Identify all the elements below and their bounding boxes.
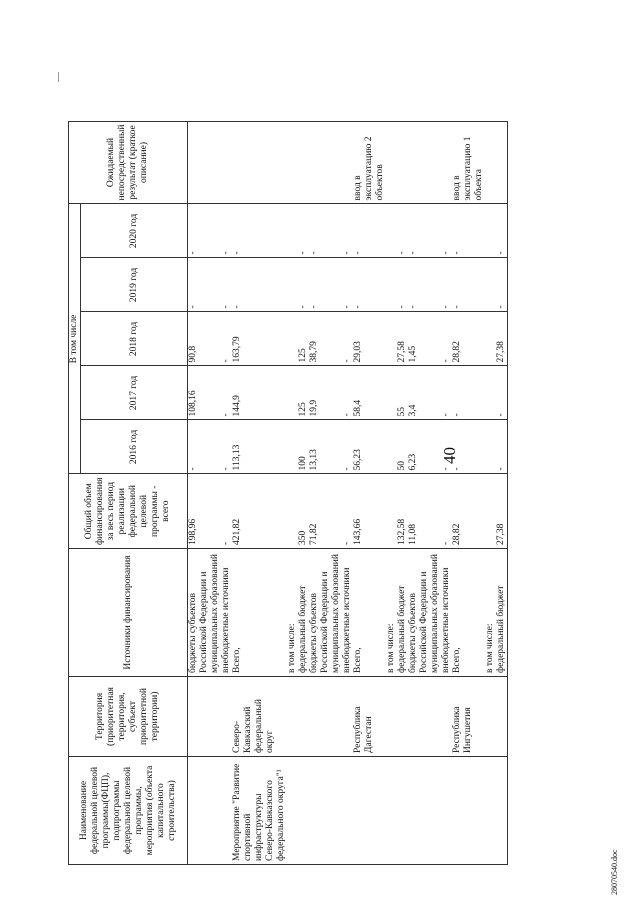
table-row (397, 121, 408, 864)
cell-territory (397, 677, 408, 757)
header-2017: 2017 год (81, 366, 188, 420)
cell-2018: 27,38 (496, 312, 508, 366)
cell-total: 421,82 (232, 474, 287, 549)
cell-program (188, 757, 222, 865)
cell-2018: 28,82 (452, 312, 485, 366)
cell-2018: - (221, 312, 232, 366)
cell-source: внебюджетные источники (342, 549, 353, 677)
cell-result (342, 121, 353, 204)
table-row (441, 121, 452, 864)
cell-result (287, 121, 298, 204)
cell-total: 143,66 (353, 474, 386, 549)
cell-2017: 125 (298, 366, 309, 420)
cell-program (496, 757, 508, 865)
header-program: Наименование федеральной целевой программы(ФЦП), подпрограммы федеральной целевой программы, мероприятия (объекта капитального строительства) (69, 757, 188, 865)
cell-2019: - (408, 258, 441, 312)
cell-2019: - (309, 258, 342, 312)
cell-total: - (441, 474, 452, 549)
cell-source: бюджеты субъектов Российской Федерации и муниципальных образований (188, 549, 222, 677)
header-2019: 2019 год (81, 258, 188, 312)
cell-source: бюджеты субъектов Российской Федерации и муниципальных образований (309, 549, 342, 677)
cell-total (386, 474, 397, 549)
cell-source: федеральный бюджет (496, 549, 508, 677)
cell-2019 (485, 258, 496, 312)
table-body (188, 121, 508, 864)
cell-2020: - (298, 204, 309, 258)
cell-program (452, 757, 485, 865)
cell-2020: - (188, 204, 222, 258)
cell-2017: 3,4 (408, 366, 441, 420)
cell-total: 350 (298, 474, 309, 549)
cell-2018: 27,58 (397, 312, 408, 366)
cell-total: - (221, 474, 232, 549)
cell-2017: - (342, 366, 353, 420)
cell-territory (386, 677, 397, 757)
cell-2019: - (298, 258, 309, 312)
cell-2019: - (342, 258, 353, 312)
cell-2019 (287, 258, 298, 312)
cell-2016: - (452, 420, 485, 474)
cell-2016: 100 (298, 420, 309, 474)
cell-source: Всего, (452, 549, 485, 677)
table-row (485, 121, 496, 864)
cell-2019: - (496, 258, 508, 312)
cell-2017: 108,16 (188, 366, 222, 420)
cell-total: 11,08 (408, 474, 441, 549)
cell-program (485, 757, 496, 865)
financing-table (68, 121, 508, 865)
cell-total: - (342, 474, 353, 549)
page-number: 40 (440, 447, 459, 464)
cell-2018 (287, 312, 298, 366)
cell-2018: 29,03 (353, 312, 386, 366)
cell-2017: 144,9 (232, 366, 287, 420)
cell-2019: - (221, 258, 232, 312)
cell-2017: - (452, 366, 485, 420)
cell-2018: 90,8 (188, 312, 222, 366)
cell-2020: - (452, 204, 485, 258)
cell-territory (298, 677, 309, 757)
cell-2018 (485, 312, 496, 366)
cell-source: внебюджетные источники (221, 549, 232, 677)
cell-2016: 113,13 (232, 420, 287, 474)
cell-program (342, 757, 353, 865)
cell-2016: 50 (397, 420, 408, 474)
cell-territory (408, 677, 441, 757)
cell-source: в том числе: (386, 549, 397, 677)
cell-2017: - (221, 366, 232, 420)
cell-total: 28,82 (452, 474, 485, 549)
cell-program (397, 757, 408, 865)
header-2018: 2018 год (81, 312, 188, 366)
cell-result: ввод в эксплуатацию 1 объекта (452, 121, 485, 204)
cell-2020 (287, 204, 298, 258)
table-row (353, 121, 386, 864)
cell-territory (221, 677, 232, 757)
cell-2020: - (408, 204, 441, 258)
cell-2019: - (232, 258, 287, 312)
cell-2016 (485, 420, 496, 474)
cell-source: Всего, (353, 549, 386, 677)
cell-2020: - (496, 204, 508, 258)
cell-2017 (287, 366, 298, 420)
cell-program: Мероприятие "Развитие спортивной инфраструктуры Северо-Кавказского федерального округа"¹ (232, 757, 287, 865)
cell-2017: 19,9 (309, 366, 342, 420)
cell-2019: - (188, 258, 222, 312)
header-2020: 2020 год (81, 204, 188, 258)
table-row (232, 121, 287, 864)
cell-result (386, 121, 397, 204)
cell-result: ввод в эксплуатацию 2 объектов (353, 121, 386, 204)
cell-result (232, 121, 287, 204)
cell-source: в том числе: (485, 549, 496, 677)
cell-2018: 163,79 (232, 312, 287, 366)
cell-2017: 55 (397, 366, 408, 420)
cell-2018: 1,45 (408, 312, 441, 366)
cell-2016: 6,23 (408, 420, 441, 474)
cell-result (221, 121, 232, 204)
cell-program (221, 757, 232, 865)
cell-program (287, 757, 298, 865)
cell-2017: 58,4 (353, 366, 386, 420)
table-row (408, 121, 441, 864)
cell-2016: - (496, 420, 508, 474)
cell-result (309, 121, 342, 204)
table-row (496, 121, 508, 864)
file-reference: 28070540.doc (610, 849, 619, 895)
cell-2017 (485, 366, 496, 420)
table-row (188, 121, 222, 864)
cell-2017: - (496, 366, 508, 420)
header-row-1 (69, 121, 81, 864)
cell-source: бюджеты субъектов Российской Федерации и муниципальных образований (408, 549, 441, 677)
cell-2018: - (441, 312, 452, 366)
cell-2020: - (353, 204, 386, 258)
cell-result (298, 121, 309, 204)
cell-source: федеральный бюджет (298, 549, 309, 677)
cell-program (309, 757, 342, 865)
cell-2016: 13,13 (309, 420, 342, 474)
cell-2018: 38,79 (309, 312, 342, 366)
cell-program (353, 757, 386, 865)
cell-total (287, 474, 298, 549)
cell-source: федеральный бюджет (397, 549, 408, 677)
cell-2016: - (441, 420, 452, 474)
cell-result (485, 121, 496, 204)
table-row (342, 121, 353, 864)
cell-2020: - (441, 204, 452, 258)
cell-result (408, 121, 441, 204)
cell-territory (287, 677, 298, 757)
table-row (287, 121, 298, 864)
cell-2018 (386, 312, 397, 366)
cell-territory (485, 677, 496, 757)
cell-2016: 56,23 (353, 420, 386, 474)
cell-territory (188, 677, 222, 757)
cell-2016: - (342, 420, 353, 474)
table-row (452, 121, 485, 864)
cell-2018: - (342, 312, 353, 366)
cell-2018: 125 (298, 312, 309, 366)
cell-2020: - (309, 204, 342, 258)
cell-2020 (485, 204, 496, 258)
header-territory: Территория (приоритетная территория, субъект приоритетной территории) (69, 677, 188, 757)
cell-territory (441, 677, 452, 757)
cell-2019: - (397, 258, 408, 312)
cell-source: внебюджетные источники (441, 549, 452, 677)
cell-program (298, 757, 309, 865)
cell-territory (309, 677, 342, 757)
cell-2016: - (221, 420, 232, 474)
cell-total: 132,58 (397, 474, 408, 549)
cell-territory: Республика Ингушетия (452, 677, 485, 757)
header-group: В том числе (69, 204, 81, 474)
table-row (298, 121, 309, 864)
cell-total: 27,38 (496, 474, 508, 549)
cell-result (441, 121, 452, 204)
cell-result (188, 121, 222, 204)
table-row (309, 121, 342, 864)
cell-2020: - (221, 204, 232, 258)
header-total: Общий объем финансирования за весь период реализации федеральной целевой программы - всего (69, 474, 188, 549)
table-row (221, 121, 232, 864)
cell-2016: - (188, 420, 222, 474)
table-row (386, 121, 397, 864)
cell-program (386, 757, 397, 865)
cell-2019: - (452, 258, 485, 312)
cell-2020: - (342, 204, 353, 258)
cell-territory: Северо-Кавказский федеральный округ (232, 677, 287, 757)
cell-total: 198,96 (188, 474, 222, 549)
cell-territory (342, 677, 353, 757)
cell-result (496, 121, 508, 204)
cell-2016 (287, 420, 298, 474)
header-2016: 2016 год (81, 420, 188, 474)
cell-program (441, 757, 452, 865)
cell-source: Всего, (232, 549, 287, 677)
cell-2020: - (397, 204, 408, 258)
cell-total (485, 474, 496, 549)
cell-2019: - (441, 258, 452, 312)
cell-2020 (386, 204, 397, 258)
cell-total: 71,82 (309, 474, 342, 549)
scan-mark (58, 72, 59, 82)
cell-program (408, 757, 441, 865)
header-sources: Источники финансирования (69, 549, 188, 677)
cell-2017 (386, 366, 397, 420)
cell-territory: Республика Дагестан (353, 677, 386, 757)
cell-2019: - (353, 258, 386, 312)
cell-result (397, 121, 408, 204)
cell-source: в том числе: (287, 549, 298, 677)
cell-2019 (386, 258, 397, 312)
cell-territory (496, 677, 508, 757)
cell-2020: - (232, 204, 287, 258)
cell-2017: - (441, 366, 452, 420)
header-result: Ожидаемый непосредственный результат (краткое описание) (69, 121, 188, 204)
cell-2016 (386, 420, 397, 474)
